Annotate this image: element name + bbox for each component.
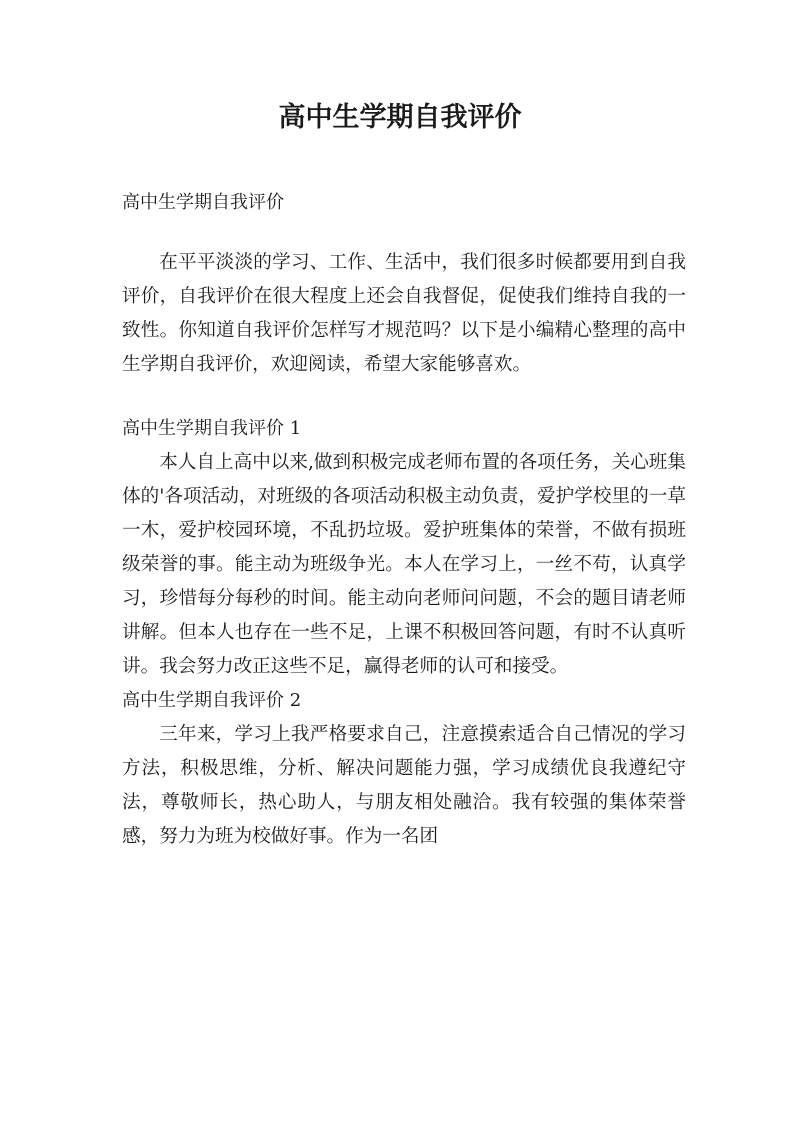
spacer [122,382,686,412]
section-paragraph: 本人自上高中以来,做到积极完成老师布置的各项任务，关心班集体的'各项活动，对班级的各项活动积极主动负责，爱护学校里的一草一木，爱护校园环境，不乱扔垃圾。爱护班集体的荣誉，不做有损班级荣誉的事。能主动为班级争光。本人在学习上，一丝不苟，认真学习，珍惜每分每秒的时间。能主动向老师问问题，不会的题目请老师讲解。但本人也存在一些不足，上课不积极回答问题，有时不认真听讲。我会努力改正这些不足，赢得老师的认可和接受。 [122,452,686,677]
document-subtitle: 高中生学期自我评价 [122,192,284,213]
section-heading: 高中生学期自我评价 1 [122,418,302,439]
document-title: 高中生学期自我评价 [278,102,522,133]
document-body [122,186,686,854]
spacer [122,220,686,246]
section-paragraph: 三年来，学习上我严格要求自己，注意摸索适合自己情况的学习方法，积极思维，分析、解决问题能力强，学习成绩优良我遵纪守法，尊敬师长，热心助人，与朋友相处融洽。我有较强的集体荣誉感，努力为班为校做好事。作为一名团 [122,724,686,847]
intro-paragraph: 在平平淡淡的学习、工作、生活中，我们很多时候都要用到自我评价，自我评价在很大程度上还会自我督促，促使我们维持自我的一致性。你知道自我评价怎样写才规范吗？以下是小编精心整理的高中生学期自我评价，欢迎阅读，希望大家能够喜欢。 [122,252,686,375]
section-heading: 高中生学期自我评价 2 [122,690,302,711]
